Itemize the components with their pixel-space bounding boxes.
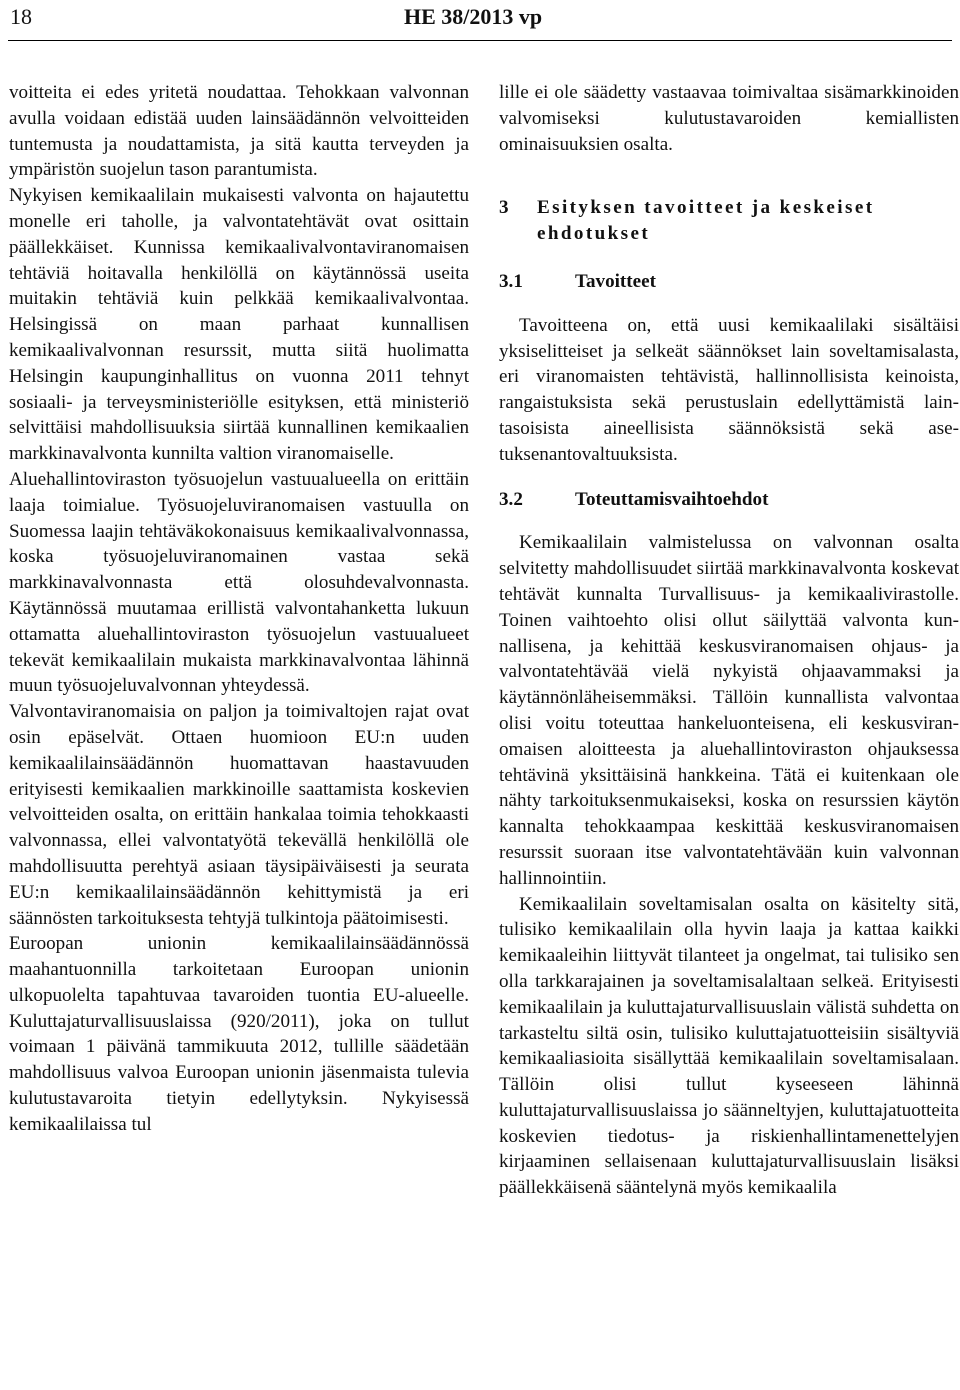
subsection-title: Toteuttamisvaihtoehdot xyxy=(575,488,769,510)
paragraph: Valvontaviranomaisia on paljon ja toimivaltojen rajat ovat osin epäselvät. Ottaen huomioon EU:n uuden kemikaalilainsäädännön huomattavan haastavuuden erityisesti kemikaalien markkinoille saattamista koskevien velvoitteiden osalta, on erittäin hankalaa toimia tehokkaasti valvonnassa, ellei valvontatyötä tekevällä henkilöllä ole mahdollisuutta perehtyä asiaan täysipäiväisesti ja seurata EU:n kemikaalilainsäädännön kehittymistä ja eri säännösten tarkoituksesta tehtyjä tulkintoja päätoimisesti. xyxy=(9,701,469,929)
left-column xyxy=(9,80,469,1138)
page-header xyxy=(8,0,952,41)
section-title: Esityksen tavoitteet ja keskeiset ehdotukset xyxy=(537,197,875,245)
paragraph: lille ei ole säädetty vastaavaa toimivaltaa sisämarkkinoiden valvomiseksi kulutustavaroiden kemiallisten ominaisuuksien osalta. xyxy=(499,82,959,155)
paragraph: Kemikaalilain valmistelussa on valvonnan osalta selvitetty mahdollisuudet siirtää markkinavalvonta koskevat tehtävät kunnalta Turvallisuus- ja kemikaalivirastolle. Toinen vaihtoehto olisi ollut säilyttää valvonta kunnallisena, ja kehittää keskusviranomaisen ohjaus- ja valvontatehtävää vielä nykyistä ohjaavammaksi ja käytännönläheisemmäksi. Tällöin kunnallista valvontaa olisi voitu toteuttaa hankeluonteisena, eli keskusviranomaisen aloitteesta ja aluehallintoviraston ohjauksessa tehtävinä yksittäisinä hankkeina. Tätä ei kuitenkaan ole nähty tarkoituksenmukaiseksi, koska on resurssien käytön kannalta tehokkaampaa keskittää keskusviranomaisen resurssit suoraan itse valvontatehtävään kuin valvonnan hallinnointiin. xyxy=(499,532,959,889)
paragraph: Euroopan unionin kemikaalilainsäädännössä maahantuonnilla tarkoitetaan Euroopan unionin ulkopuolelta tapahtuvaa tavaroiden tuontia EU-alueelle. Kuluttajaturvallisuuslaissa (920/2011), joka on tullut voimaan 1 päivänä tammikuuta 2012, tullille säädetään mahdollisuus valvoa Euroopan unionin jäsenmaista tulevia kulutustavaroita tietyin edellytyksin. Nykyisessä kemikaalilaissa tul xyxy=(9,933,469,1135)
subsection-heading xyxy=(499,487,959,513)
subsection-number: 3.1 xyxy=(499,270,523,292)
subsection-heading xyxy=(499,269,959,295)
paragraph: Aluehallintoviraston työsuojelun vastuualueella on erittäin laaja toimialue. Työsuojeluviranomaisen vastuulla on Suomessa laajin tehtäväkokonaisuus kemikaalivalvonnassa, koska työsuojeluviranomainen vastaa sekä markkinavalvonnasta että olosuhdevalvonnasta. Käytännössä muutamaa erillistä valvontahanketta lukuun ottamatta aluehallintoviraston työsuojelun vastuualueet tekevät kemikaalilain mukaista markkinavalvontaa lähinnä muun työsuojeluvalvonnan yhteydessä. xyxy=(9,468,469,697)
document-id: HE 38/2013 vp xyxy=(404,4,543,29)
paragraph: Kemikaalilain soveltamisalan osalta on käsitelty sitä, tulisiko kemikaalilain olla hyvin laaja ja kattaa kaikki kemikaaleihin liittyvät tilanteet ja ongelmat, tai tulisiko sen olla tarkkarajainen ja soveltamisalaltaan selkeä. Erityisesti kemikaalilain ja kuluttajaturvallisuuslain välistä suhdetta on tarkasteltu siltä osin, tulisiko kuluttajatuotteisiin sisältyviä kemikaaliasioita sisällyttää kemikaalilain soveltamisalaan. Tällöin olisi tullut kyseeseen lähinnä kuluttajaturvallisuuslaissa jo säänneltyjen, kuluttajatuotteita koskevien tiedotus- ja riskienhallintamenettelyjen kirjaaminen sellaisenaan kuluttajaturvallisuuslain lisäksi päällekkäisenä sääntelynä myös kemikaalila xyxy=(499,893,959,1199)
subsection-number: 3.2 xyxy=(499,488,523,510)
subsection-title: Tavoitteet xyxy=(575,270,656,292)
page-number: 18 xyxy=(10,4,32,29)
right-column xyxy=(499,80,959,1201)
paragraph: Tavoitteena on, että uusi kemikaalilaki sisältäisi yksiselitteiset ja selkeät säännökset lain soveltamisalasta, eri viranomaisten tehtävistä, hallinnollisista keinoista, rangaistuksista sekä perustuslain edellyttämistä laintasoisista aineellisista säännöksistä sekä asetuksenantovaltuuksista. xyxy=(499,314,959,465)
section-heading xyxy=(499,195,959,247)
paragraph: Nykyisen kemikaalilain mukaisesti valvonta on hajautettu monelle eri taholle, ja valvontatehtävät ovat osittain päällekkäiset. Kunnissa kemikaalivalvontaviranomaisen tehtäviä hoitavalla henkilöllä on käytännössä useita muitakin tehtäviä kuin pelkkää kemikaalivalvontaa. Helsingissä on maan parhaat kunnallisen kemikaalivalvonnan resurssit, mutta siitä huolimatta Helsingin kaupunginhallitus on vuonna 2011 tehnyt sosiaali- ja terveysministeriölle esityksen, että ministeriö selvittäisi mahdollisuuksia siirtää kunnallinen kemikaalien markkinavalvonta kunnilta valtion viranomaiselle. xyxy=(9,185,469,465)
section-number: 3 xyxy=(499,197,509,219)
paragraph: voitteita ei edes yritetä noudattaa. Tehokkaan valvonnan avulla voidaan edistää uuden lainsäädännön velvoitteiden tuntemusta ja noudattamista, ja sitä kautta terveyden ja ympäristön suojelun tason parantumista. xyxy=(9,82,469,181)
